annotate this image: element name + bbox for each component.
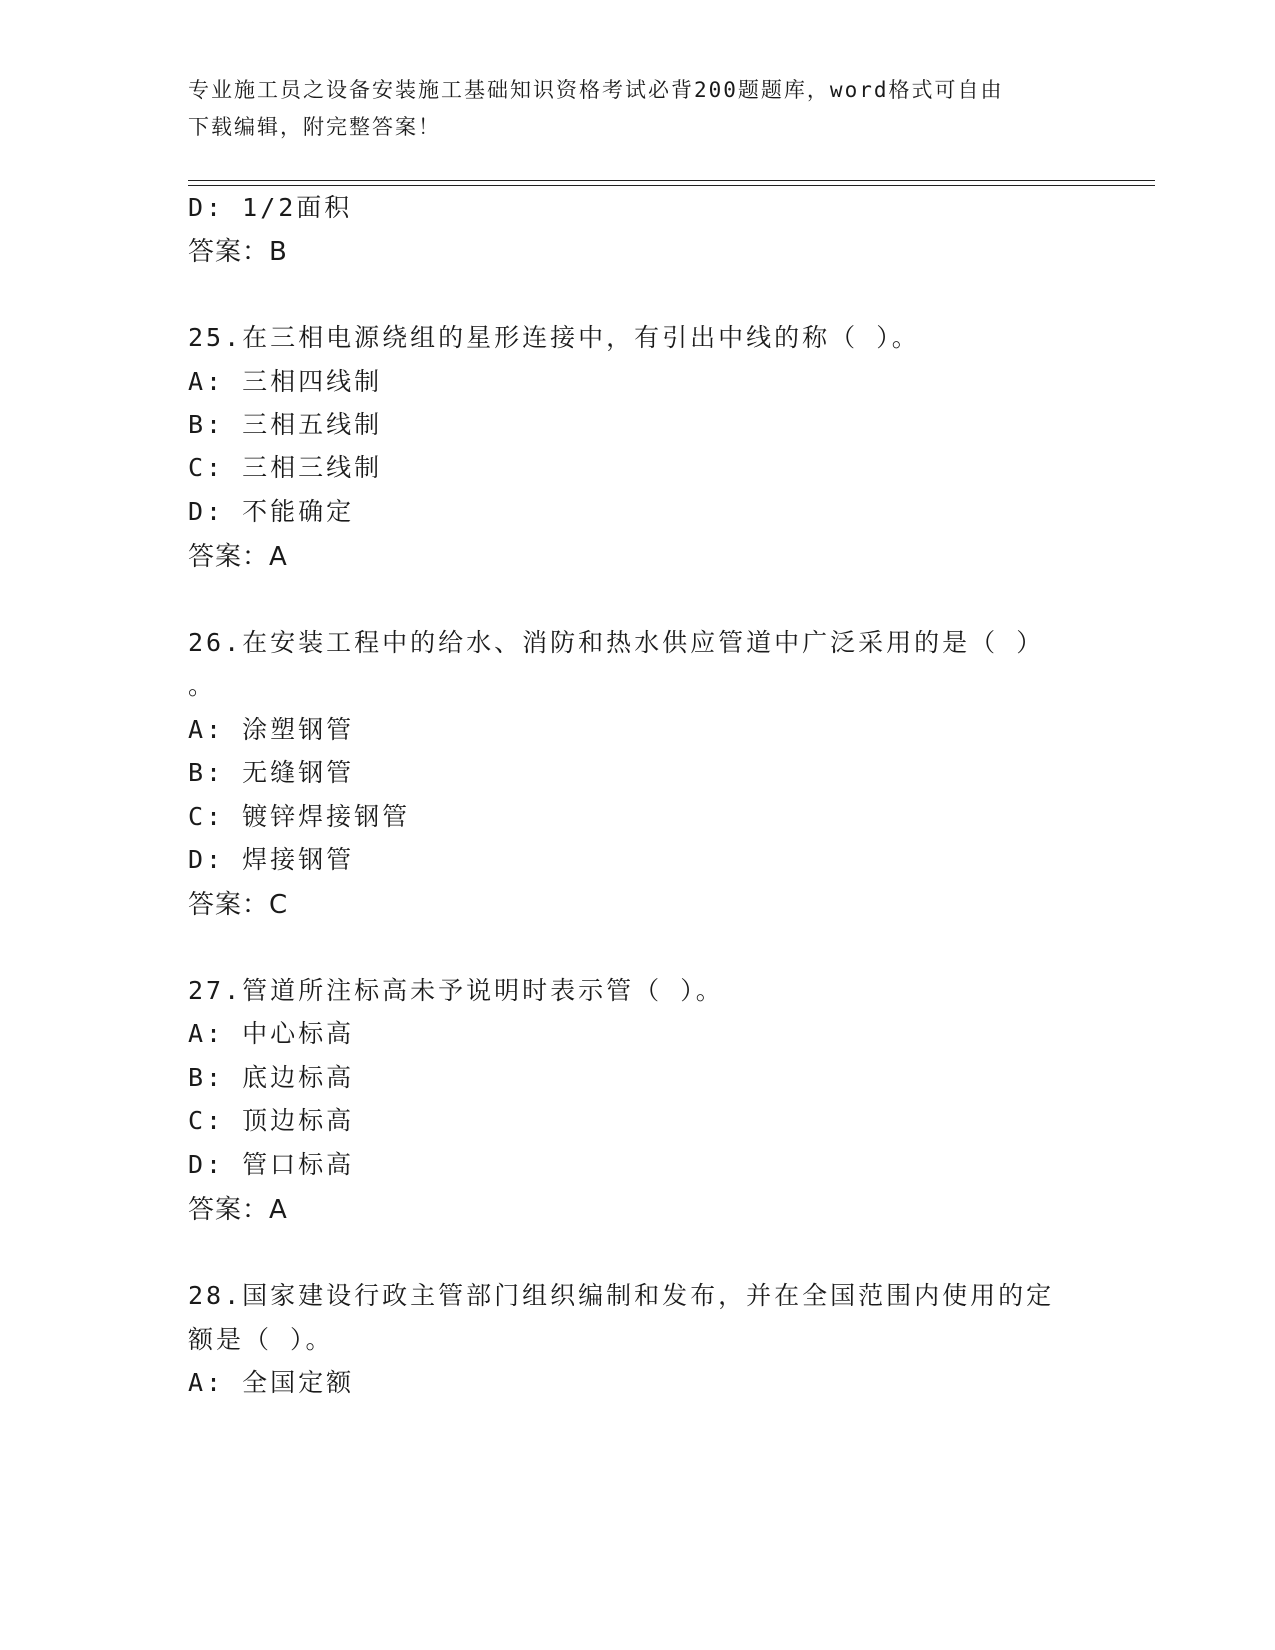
question-27-option-a: A: 中心标高 bbox=[188, 1019, 355, 1048]
question-27-answer: 答案：A bbox=[188, 1195, 288, 1225]
question-25-option-a: A: 三相四线制 bbox=[188, 367, 383, 396]
question-26-option-d: D: 焊接钢管 bbox=[188, 845, 355, 874]
header-divider-top bbox=[188, 180, 1155, 181]
header-divider-bottom bbox=[188, 185, 1155, 186]
question-28-option-a: A: 全国定额 bbox=[188, 1368, 355, 1397]
question-26-option-a: A: 涂塑钢管 bbox=[188, 715, 355, 744]
question-25-option-d: D: 不能确定 bbox=[188, 497, 355, 526]
header-line-1: 专业施工员之设备安装施工基础知识资格考试必背200题题库，word格式可自由 bbox=[188, 78, 1004, 102]
question-27-option-d: D: 管口标高 bbox=[188, 1150, 355, 1179]
question-26-option-b: B: 无缝钢管 bbox=[188, 758, 355, 787]
document-header bbox=[188, 72, 1088, 146]
prev-option-d: D: 1/2面积 bbox=[188, 193, 353, 222]
question-25-option-b: B: 三相五线制 bbox=[188, 410, 383, 439]
question-25-stem: 25.在三相电源绕组的星形连接中，有引出中线的称（ ）。 bbox=[188, 323, 920, 352]
question-27-option-c: C: 顶边标高 bbox=[188, 1106, 355, 1135]
question-28-stem: 28.国家建设行政主管部门组织编制和发布，并在全国范围内使用的定 bbox=[188, 1281, 1055, 1310]
header-line-2: 下载编辑，附完整答案！ bbox=[188, 115, 441, 139]
question-26-stem-cont: 。 bbox=[188, 671, 217, 700]
question-26-answer: 答案：C bbox=[188, 890, 289, 920]
question-26-option-c: C: 镀锌焊接钢管 bbox=[188, 802, 411, 831]
question-27-stem: 27.管道所注标高未予说明时表示管（ ）。 bbox=[188, 976, 724, 1005]
question-25-option-c: C: 三相三线制 bbox=[188, 453, 383, 482]
question-25-answer: 答案：A bbox=[188, 542, 288, 572]
question-28-stem-cont: 额是（ ）。 bbox=[188, 1325, 334, 1354]
question-26-stem: 26.在安装工程中的给水、消防和热水供应管道中广泛采用的是（ ） bbox=[188, 628, 1045, 657]
prev-answer: 答案：B bbox=[188, 237, 288, 267]
question-27-option-b: B: 底边标高 bbox=[188, 1063, 355, 1092]
